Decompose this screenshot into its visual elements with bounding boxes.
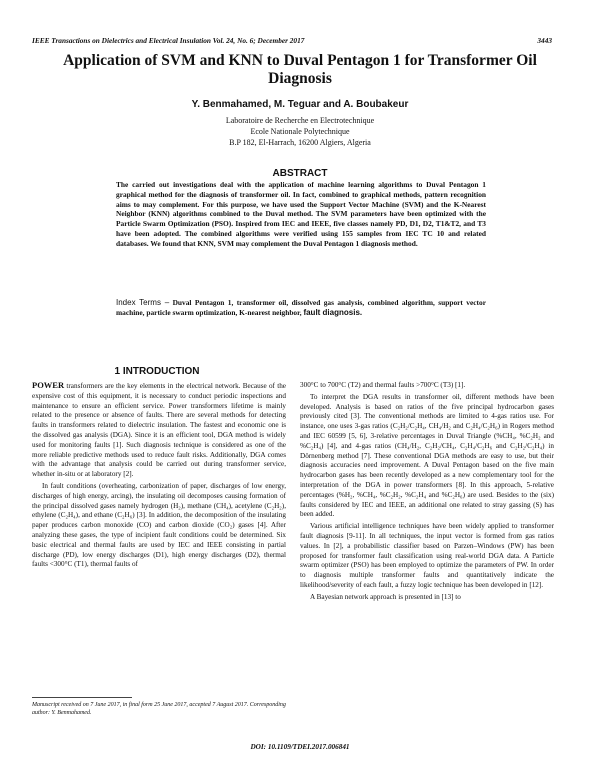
lead-word: POWER (32, 380, 65, 390)
affiliation-address: B.P 182, El-Harrach, 16200 Algiers, Algeria (229, 138, 371, 147)
section-heading-introduction: 1 INTRODUCTION (114, 366, 200, 377)
paragraph-text: transformers are the key elements in the electrical network. Because of the expensive cost of this equipment, it is necessary to conduct periodic inspections and maintenance to ensure an efficient service. Power transformers lifetime is mainly related to the presence or absence of faults. There are several methods for detecting faults in transformers related to dielectric insulation. The fastest and economic one is the dissolved gas analysis (DGA). Since it is an efficient tool, DGA method is widely used for monitoring faults [1]. Such diagnosis technique is considered as one of the more reliable predictive methods used to reduce fault risks. Additionally, DGA comes with the advantage that analysis could be carried out during transformer service, whether in-situ or at laboratory [2]. (32, 382, 286, 479)
page-number: 3443 (537, 36, 552, 45)
index-terms (116, 298, 486, 318)
author-list: Y. Benmahamed, M. Teguar and A. Boubakeur (191, 99, 409, 110)
footnote-divider (32, 697, 132, 698)
journal-name: IEEE Transactions on Dielectrics and Electrical Insulation Vol. 24, No. 6; December 2017 (32, 36, 305, 45)
left-column (32, 381, 286, 570)
paragraph: A Bayesian network approach is presented in [13] to (310, 592, 461, 601)
index-terms-text: Duval Pentagon 1, transformer oil, dissolved gas analysis, combined algorithm, support vector machine, particle swarm optimization, K-nearest neighbor, (116, 298, 486, 317)
affiliation-lab: Laboratoire de Recherche en Electrotechnique (225, 116, 375, 125)
abstract-body: The carried out investigations deal with the application of machine learning algorithms to Duval Pentagon 1 graphical method for the diagnosis of transformer oil. In fact, combined to graphical methods, pattern recognition aims to may complement. For this purpose, we have used the Support Vector Machine (SVM) and the K-Nearest Neighbor (KNN) algorithms combined to the Duval method. The SVM parameters have been optimized with the Particle Swarm Optimization (PSO). Inspired from IEC and IEEE, five classes namely PD, D1, D2, T1&T2, and T3 have been adopted. The combined algorithms were verified using 155 samples from IEC TC 10 and related databases. We found that KNN, SVM may complement the Duval Pentagon 1 diagnosis method. (116, 180, 486, 248)
running-header (32, 36, 552, 45)
paragraph: 300°C to 700°C (T2) and thermal faults >700°C (T3) [1]. (300, 381, 466, 389)
affiliation-school: Ecole Nationale Polytechnique (250, 127, 350, 136)
doi-footer: DOI: 10.1109/TDEI.2017.006841 (250, 743, 350, 751)
footnote: Manuscript received on 7 June 2017, in final form 25 June 2017, accepted 7 August 2017. Corresponding author: Y. Benmahamed. (32, 702, 286, 716)
right-column (300, 381, 554, 603)
index-terms-tail: fault diagnosis. (303, 308, 363, 317)
paragraph: To interpret the DGA results in transformer oil, different methods have been developed. Analysis is based on ratios of the five principal hydrocarbon gases previously cited [3]. The conventional methods are limited to 4-gas ratios use. For instance, one uses 3-gas ratios (C₂H₂/C₂H₄, CH₄/H₂ and C₂H₄/C₂H₆) in Rogers method and IEC 60599 [5, 6], 3-relative percentages in Duval Triangle (%CH₄, %C₂H₂ and %C₂H₄) [4], and 4-gas ratios (CH₄/H₂, C₂H₂/CH₄, C₂H₄/C₂H₆ and C₂H₂/C₂H₄) in Dörnenberg method [7]. These conventional DGA methods are easy to use, but their diagnosis accuracies need improvement. A Duval Pentagon based on the five main hydrocarbon gases has been recently developed as a new complementary tool for the interpretation of the DGA in power transformers [8]. In this approach, 5-relative percentages (%H₂, %CH₄, %C₂H₂, %C₂H₄ and %C₂H₆) are used. Besides to the (six) faults considered by IEC and IEEE, an additional one related to stray gassing (S) has been added. (300, 392, 554, 519)
paragraph: In fault conditions (overheating, carbonization of paper, discharges of low energy, discharges of high energy, arcing), the insulating oil decomposes causing formation of the principal dissolved gases namely hydrogen (H₂), methane (CH₄), acetylene (C₂H₂), ethylene (C₂H₄), and ethane (C₂H₆) [3]. In addition, the decomposition of the insulating paper produces carbon monoxide (CO) and carbon dioxide (CO₂) gases [4]. After analyzing these gases, the type of incipient fault conditions could be determined. Six basic electrical and thermal faults are used by IEC and IEEE consisting in partial discharge (PD), low energy discharges (D1), high energy discharges (D2), thermal faults <300°C (T1), thermal faults of (32, 481, 286, 569)
abstract-heading: ABSTRACT (272, 168, 328, 179)
paragraph: Various artificial intelligence techniques have been widely applied to transformer fault diagnosis [9-11]. In all techniques, the input vector is formed from gas ratios values. In [2], a probabilistic classifier based on Parzen–Windows (PW) has been proposed for transformer fault classification using real-world DGA data. A Particle swarm optimizer (PSO) has been employed to optimize the parameters of PW. In order to diagnosis multiple transformer faults and quantitatively indicate the likelihood/severity of each fault, a fuzzy logic technique has been developed in [12]. (300, 522, 554, 589)
paper-title: Application of SVM and KNN to Duval Pentagon 1 for Transformer Oil Diagnosis (63, 52, 537, 87)
index-terms-label: Index Terms – (116, 298, 170, 307)
paragraph (32, 381, 286, 480)
